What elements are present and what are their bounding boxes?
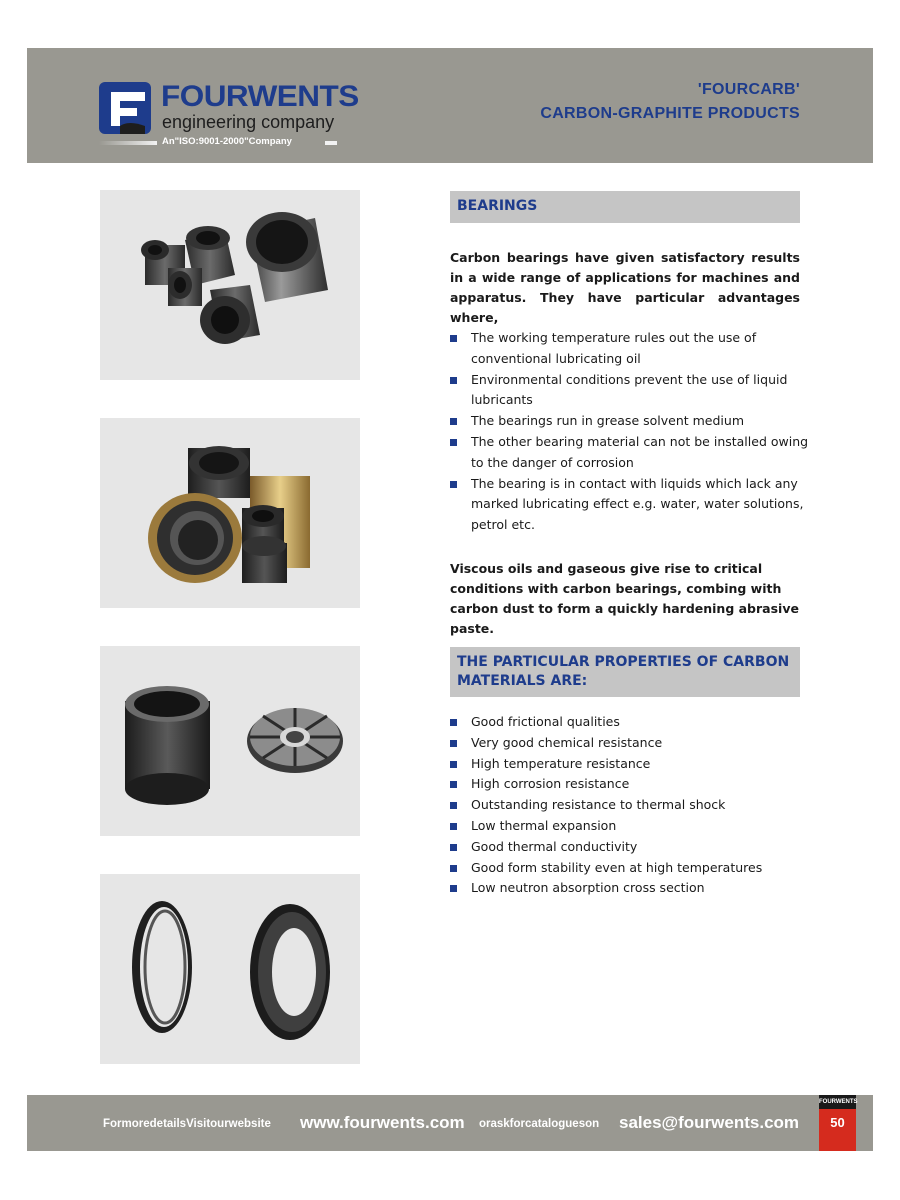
fourwents-logo-icon <box>99 82 151 134</box>
bullet-square-icon <box>450 719 457 726</box>
bullet-square-icon <box>450 761 457 768</box>
carbon-properties-list <box>450 712 820 899</box>
carbon-rings-image <box>100 874 360 1064</box>
list-item: The bearings run in grease solvent medium <box>450 411 820 432</box>
footer-website-link[interactable]: www.fourwents.com <box>300 1113 465 1132</box>
footer-catalogue-prompt: oraskforcatalogueson <box>479 1118 600 1130</box>
bullet-square-icon <box>450 335 457 342</box>
bearings-closing-note: Viscous oils and gaseous give rise to critical conditions with carbon bearings, combing with carbon dust to form a quickly hardening abrasive paste. <box>450 561 799 636</box>
bullet-square-icon <box>450 885 457 892</box>
bullet-square-icon <box>450 377 457 384</box>
logo-divider-right <box>325 141 337 145</box>
product-photo-sleeve-segments <box>100 646 360 836</box>
page-footer <box>27 1095 873 1151</box>
footer-email-link[interactable]: sales@fourwents.com <box>619 1113 800 1132</box>
list-item: The bearing is in contact with liquids which lack any marked lubricating effect e.g. water, water solutions, petrol etc. <box>450 474 820 536</box>
list-item: Good thermal conductivity <box>450 837 820 858</box>
properties-heading: THE PARTICULAR PROPERTIES OF CARBON MATERIALS ARE: <box>450 647 800 697</box>
list-item: The other bearing material can not be installed owing to the danger of corrosion <box>450 432 820 474</box>
bronze-carbon-bushes-image <box>100 418 360 608</box>
bullet-square-icon <box>450 481 457 488</box>
company-logo <box>99 80 359 152</box>
footer-website-prompt: FormoredetailsVisitourwebsite <box>103 1118 271 1130</box>
product-photo-bronze-bushes <box>100 418 360 608</box>
page-number-badge <box>819 1095 856 1151</box>
bullet-square-icon <box>450 844 457 851</box>
company-subtitle: engineering company <box>162 112 335 132</box>
list-item: Outstanding resistance to thermal shock <box>450 795 820 816</box>
bearings-intro: Carbon bearings have given satisfactory results in a wide range of applications for machines and apparatus. They have particular advantages where, <box>450 250 800 325</box>
bullet-square-icon <box>450 781 457 788</box>
bullet-square-icon <box>450 823 457 830</box>
sleeve-and-segment-ring-image <box>100 646 360 836</box>
iso-certification: An"ISO:9001-2000"Company <box>162 136 292 147</box>
list-item: Low thermal expansion <box>450 816 820 837</box>
list-item: High temperature resistance <box>450 754 820 775</box>
list-item: High corrosion resistance <box>450 774 820 795</box>
product-photo-rings <box>100 874 360 1064</box>
list-item: Good frictional qualities <box>450 712 820 733</box>
product-photo-bushes <box>100 190 360 380</box>
bullet-square-icon <box>450 439 457 446</box>
company-name: FOURWENTS <box>161 80 359 113</box>
bullet-square-icon <box>450 418 457 425</box>
logo-divider-left <box>99 141 157 145</box>
list-item: Environmental conditions prevent the use of liquid lubricants <box>450 370 820 412</box>
page-number: 50 <box>830 1115 845 1130</box>
carbon-bushes-image <box>100 190 360 380</box>
page-header <box>27 48 873 163</box>
bearings-advantages-list <box>450 328 820 536</box>
badge-brand: FOURWENTS <box>819 1095 856 1109</box>
catalog-title-line2: CARBON-GRAPHITE PRODUCTS <box>540 105 800 122</box>
bullet-square-icon <box>450 802 457 809</box>
bullet-square-icon <box>450 740 457 747</box>
list-item: Low neutron absorption cross section <box>450 878 820 899</box>
list-item: Very good chemical resistance <box>450 733 820 754</box>
list-item: Good form stability even at high temperatures <box>450 858 820 879</box>
catalog-title-line1: 'FOURCARB' <box>697 81 800 98</box>
bullet-square-icon <box>450 865 457 872</box>
bearings-heading: BEARINGS <box>450 191 800 223</box>
list-item: The working temperature rules out the use of conventional lubricating oil <box>450 328 820 370</box>
